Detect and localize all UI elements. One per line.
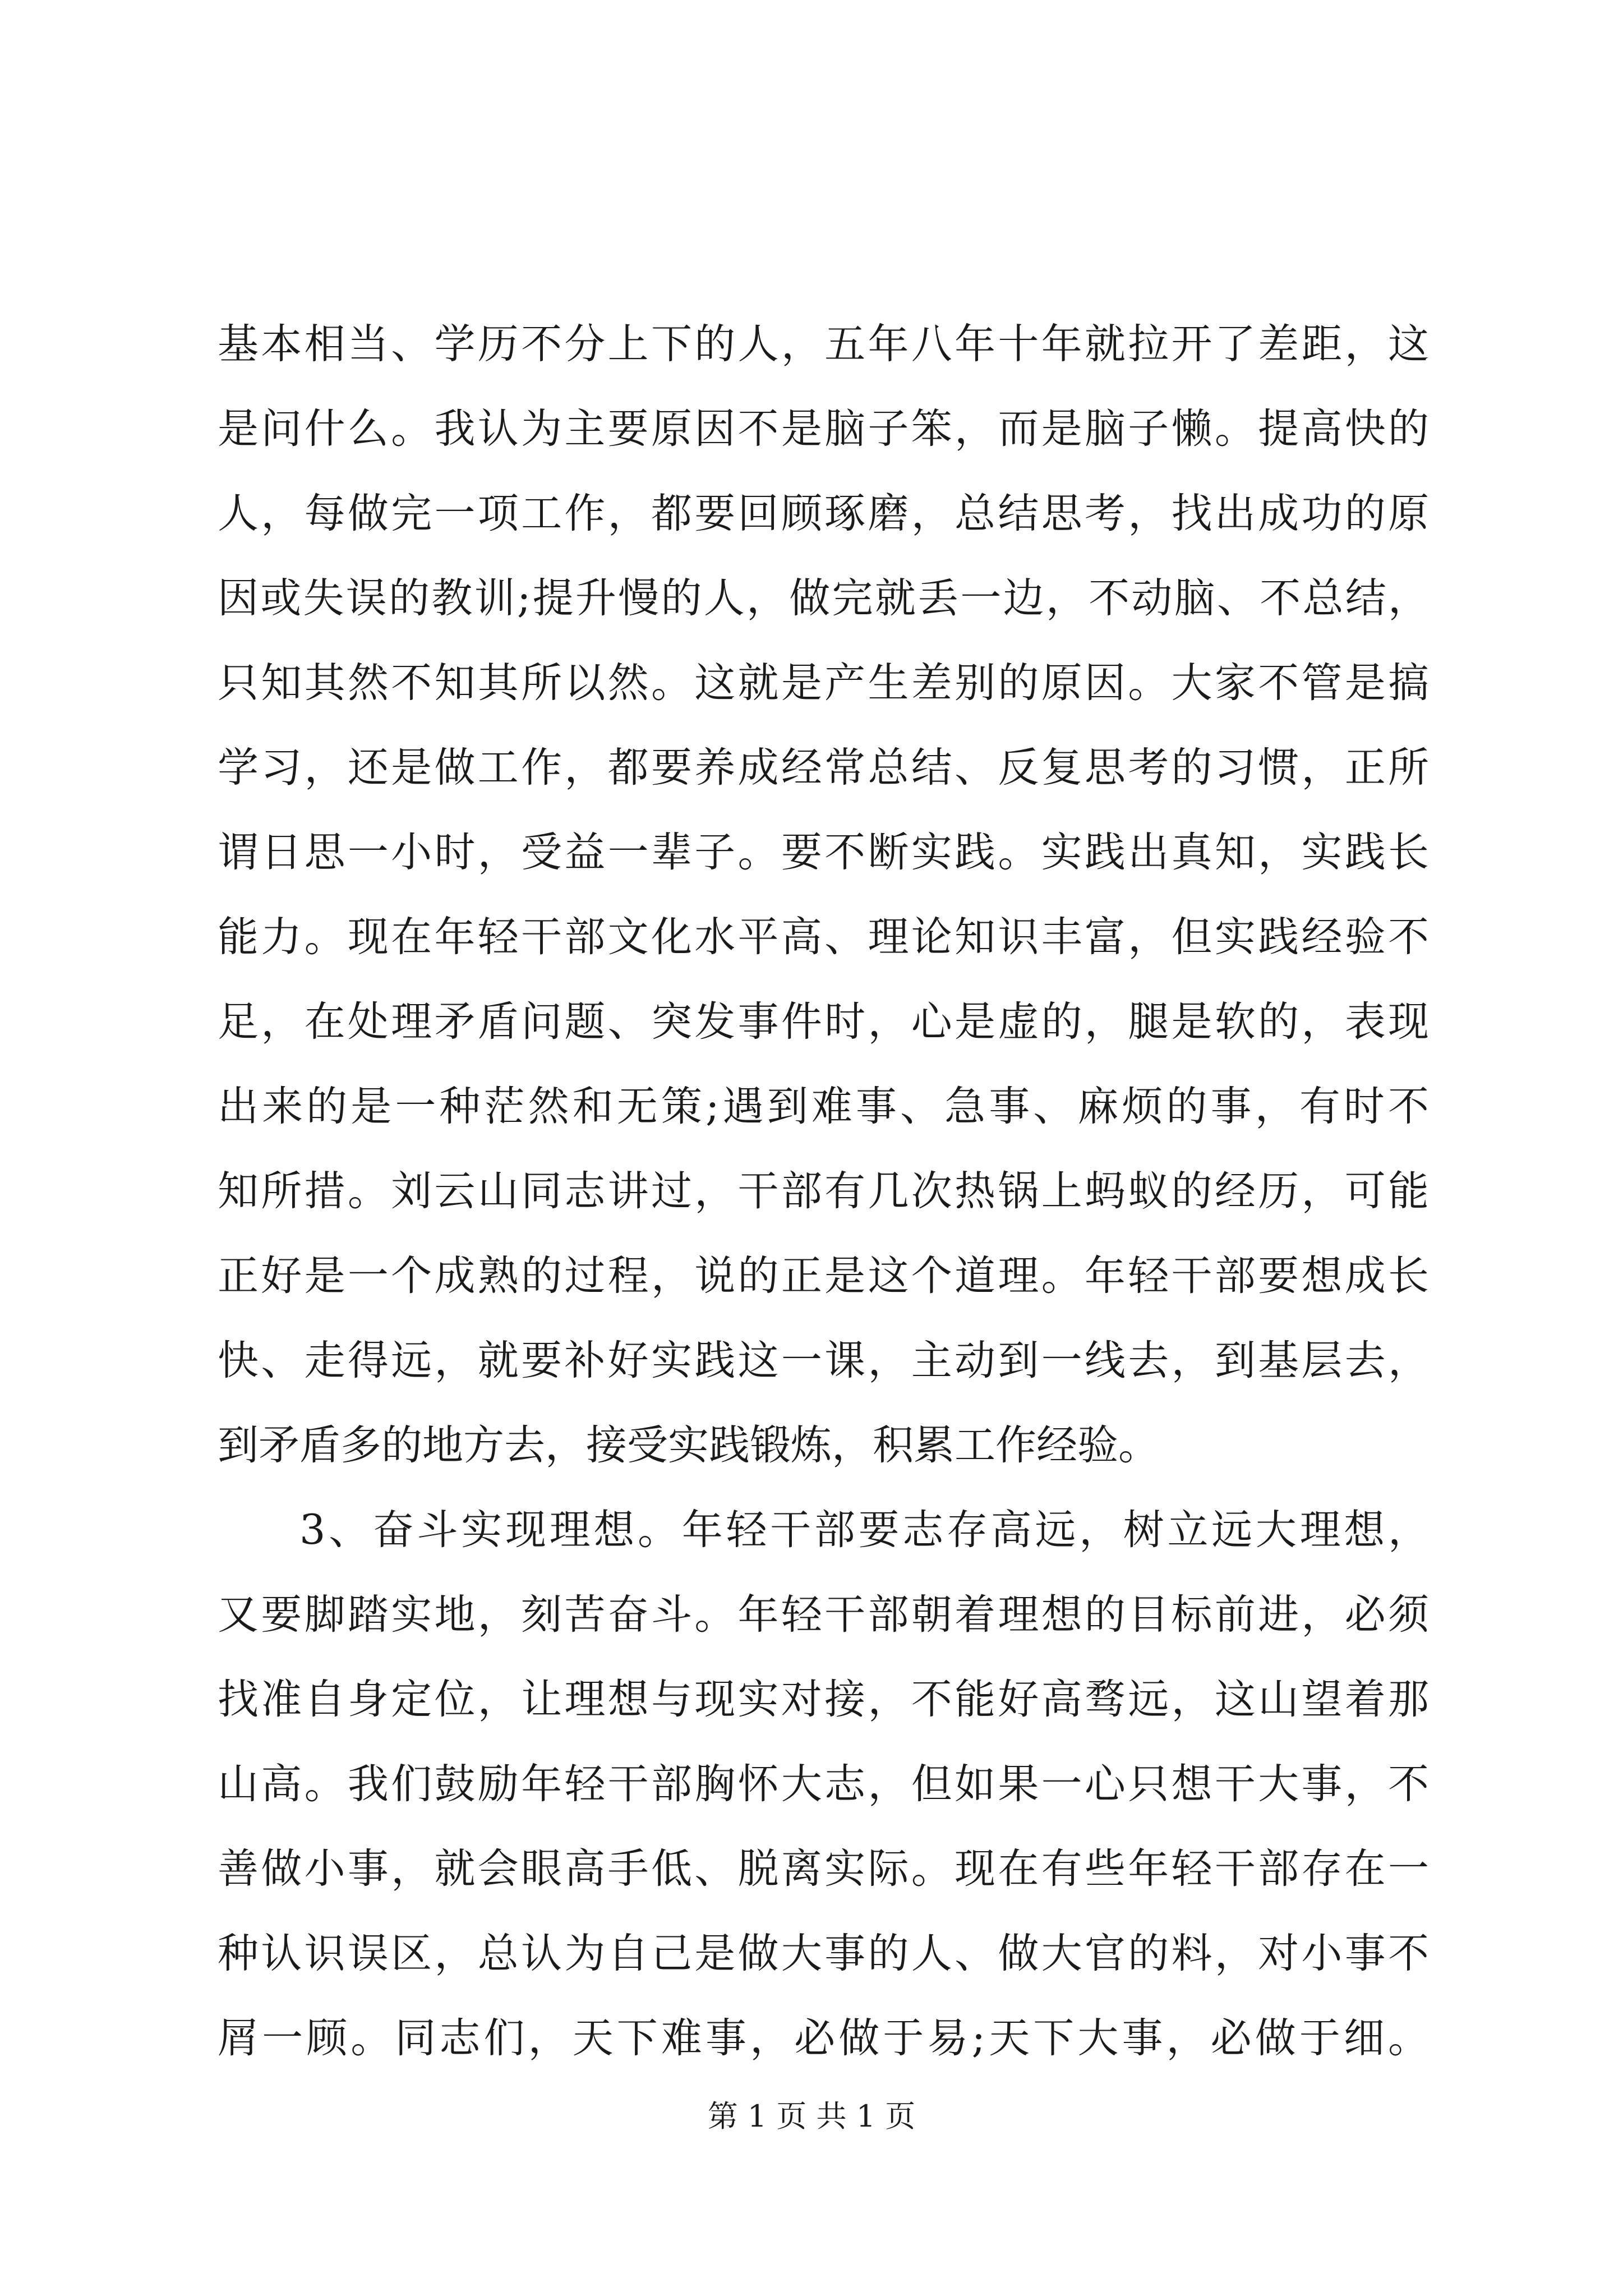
text-line: 又要脚踏实地，刻苦奋斗。年轻干部朝着理想的目标前进，必须 [218,1591,1429,1639]
text-line: 找准自身定位，让理想与现实对接，不能好高骛远，这山望着那 [218,1676,1429,1723]
text-line: 足，在处理矛盾问题、突发事件时，心是虚的，腿是软的，表现 [218,998,1429,1046]
text-line: 谓日思一小时，受益一辈子。要不断实践。实践出真知，实践长 [218,829,1429,876]
text-line: 快、走得远，就要补好实践这一课，主动到一线去，到基层去， [218,1337,1429,1384]
text-line: 人，每做完一项工作，都要回顾琢磨，总结思考，找出成功的原 [218,490,1429,537]
text-line: 屑一顾。同志们，天下难事，必做于易;天下大事，必做于细。 [218,2014,1429,2062]
text-line: 学习，还是做工作，都要养成经常总结、反复思考的习惯，正所 [218,744,1429,792]
text-line: 只知其然不知其所以然。这就是产生差别的原因。大家不管是搞 [218,659,1429,707]
text-line: 善做小事，就会眼高手低、脱离实际。现在有些年轻干部存在一 [218,1845,1429,1893]
text-line: 知所措。刘云山同志讲过，干部有几次热锅上蚂蚁的经历，可能 [218,1167,1429,1215]
text-line: 因或失误的教训;提升慢的人，做完就丢一边，不动脑、不总结， [218,574,1429,622]
body-text [218,302,1429,2081]
text-line: 到矛盾多的地方去，接受实践锻炼，积累工作经验。 [218,1421,1159,1469]
text-line: 出来的是一种茫然和无策;遇到难事、急事、麻烦的事，有时不 [218,1083,1429,1130]
text-line: 是问什么。我认为主要原因不是脑子笨，而是脑子懒。提高快的 [218,405,1429,453]
text-line: 种认识误区，总认为自己是做大事的人、做大官的料，对小事不 [218,1930,1429,1977]
page-footer: 第 1 页 共 1 页 [707,2099,916,2134]
text-line: 正好是一个成熟的过程，说的正是这个道理。年轻干部要想成长 [218,1252,1429,1300]
section-heading-line: 3、奋斗实现理想。年轻干部要志存高远，树立远大理想， [299,1506,1429,1554]
text-line: 基本相当、学历不分上下的人，五年八年十年就拉开了差距，这 [218,320,1429,368]
text-line: 山高。我们鼓励年轻干部胸怀大志，但如果一心只想干大事，不 [218,1760,1429,1808]
text-line: 能力。现在年轻干部文化水平高、理论知识丰富，但实践经验不 [218,913,1429,961]
